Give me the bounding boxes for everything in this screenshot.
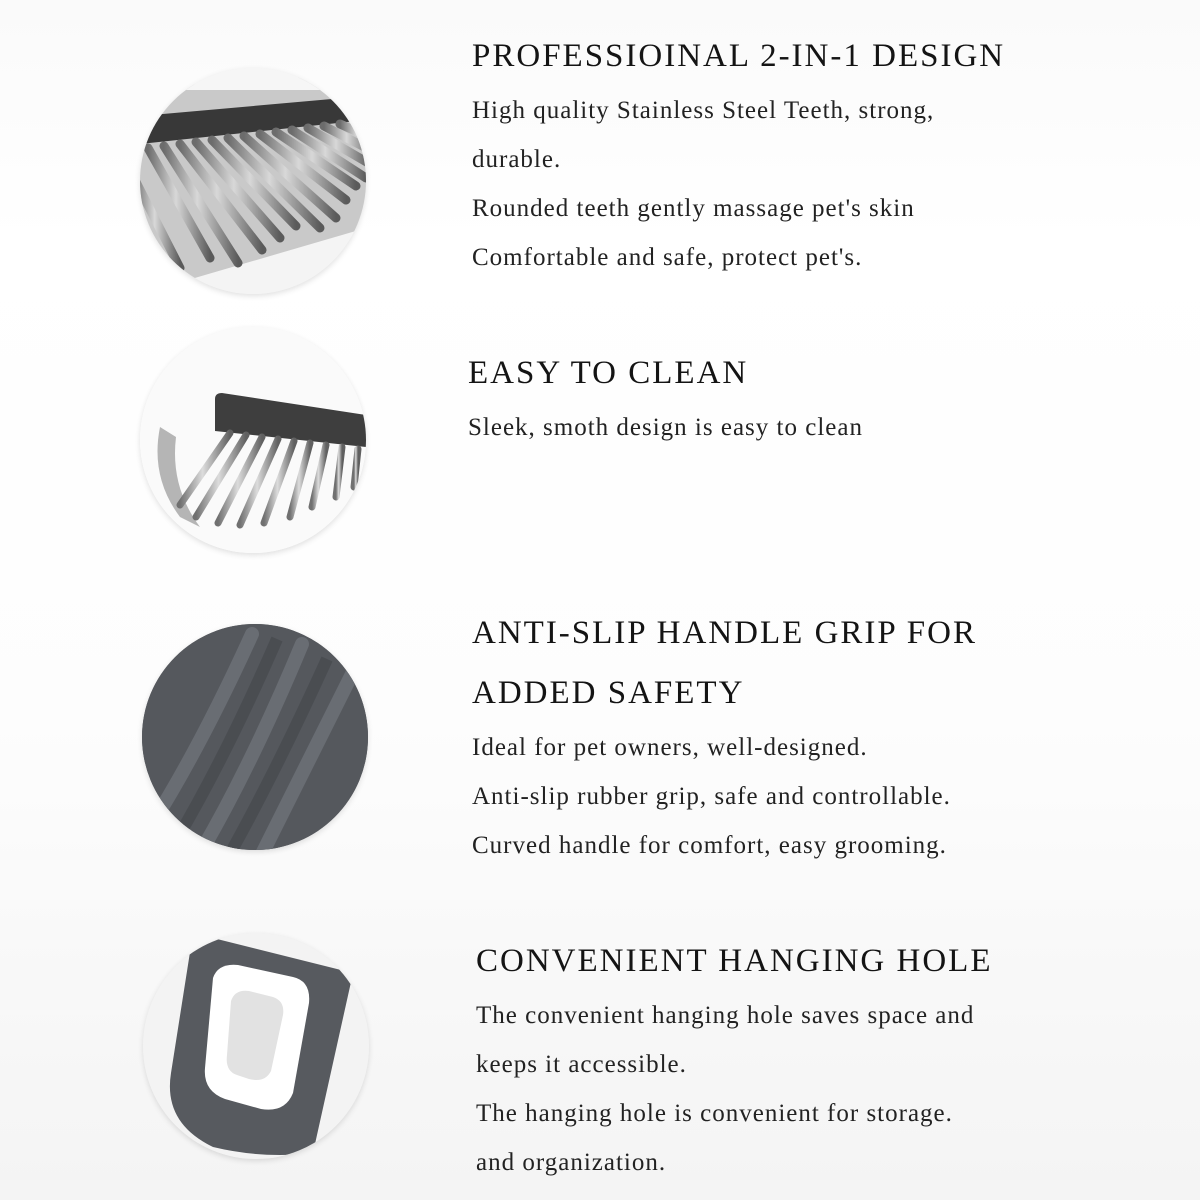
grip-texture-illustration	[142, 624, 368, 850]
feature-title-line: ANTI-SLIP HANDLE GRIP FOR	[472, 615, 977, 651]
hanging-hole-illustration	[143, 933, 369, 1159]
feature-line: keeps it accessible.	[476, 1051, 687, 1078]
feature-line: Rounded teeth gently massage pet's skin	[472, 195, 915, 222]
feature-hanging-hole	[476, 931, 993, 1187]
steel-teeth-illustration	[140, 68, 366, 294]
feature-image-grip-texture	[142, 624, 368, 850]
comb-teeth-illustration	[140, 327, 366, 553]
feature-line: The convenient hanging hole saves space and	[476, 1002, 975, 1029]
feature-image-hanging-hole	[143, 933, 369, 1159]
feature-anti-slip-grip	[472, 603, 977, 870]
feature-line: Anti-slip rubber grip, safe and controllable.	[472, 783, 951, 810]
feature-image-steel-teeth	[140, 68, 366, 294]
feature-line: and organization.	[476, 1149, 667, 1176]
feature-line: Curved handle for comfort, easy grooming.	[472, 832, 947, 859]
feature-title: EASY TO CLEAN	[468, 355, 749, 391]
feature-image-comb-teeth	[140, 327, 366, 553]
feature-line: durable.	[472, 146, 562, 173]
feature-professional-design	[472, 26, 1005, 282]
feature-line: Sleek, smoth design is easy to clean	[468, 414, 863, 441]
feature-title: PROFESSIOINAL 2-IN-1 DESIGN	[472, 38, 1006, 74]
feature-title: CONVENIENT HANGING HOLE	[476, 943, 993, 979]
feature-line: The hanging hole is convenient for storage.	[476, 1100, 953, 1127]
feature-line: Comfortable and safe, protect pet's.	[472, 244, 863, 271]
feature-line: Ideal for pet owners, well-designed.	[472, 734, 868, 761]
feature-title-line: ADDED SAFETY	[472, 675, 745, 711]
feature-easy-to-clean	[468, 343, 863, 452]
feature-line: High quality Stainless Steel Teeth, strong,	[472, 97, 935, 124]
